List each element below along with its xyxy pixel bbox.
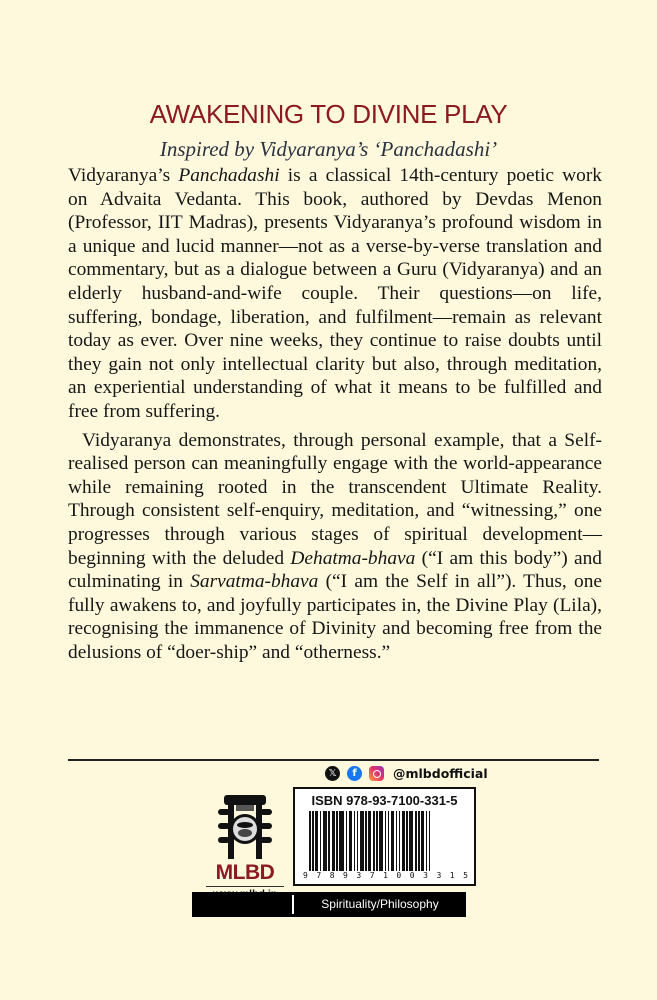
blurb <box>68 164 602 664</box>
digit: 3 <box>356 871 362 880</box>
digit: 5 <box>463 871 468 880</box>
digit: 3 <box>436 871 442 880</box>
digit: 3 <box>423 871 428 880</box>
digit: 1 <box>383 871 388 880</box>
italic-term: Dehatma-bhava <box>290 547 416 569</box>
text-span: Vidyaranya’s <box>68 165 179 186</box>
blurb-paragraph-1 <box>68 164 602 424</box>
cover-subtitle: Inspired by Vidyaranya’s ‘Panchadashi’ <box>159 137 498 161</box>
publisher-name: MLBD <box>215 861 275 884</box>
x-icon: 𝕏 <box>325 766 340 781</box>
isbn-barcode <box>293 787 476 886</box>
digit: 9 <box>303 871 308 880</box>
digit: 9 <box>343 871 348 880</box>
digit: 7 <box>316 871 322 880</box>
emblem-icon <box>216 793 274 863</box>
digit: 0 <box>396 871 402 880</box>
digit: 8 <box>329 871 335 880</box>
text-span: is a classical 14th-century poetic work on Advaita Vedanta. This book, authored by Devdas Menon (Professor, IIT Madras), presents Vidyaranya’s profound wisdom in a unique and lucid manner—not as a verse-by-verse translation and commentary, but as a dialogue between a Guru (Vidyaranya) and an elderly husband-and-wife couple. Their questions—on life, suffering, bondage, liberation, and fulfilment—remain as relevant today as ever. Over nine weeks, they continue to raise doubts until they gain not only intellectual clarity but also, through meditation, an experiential understanding of what it means to be fulfilled and free from suffering. <box>68 165 602 422</box>
barcode-digits <box>303 871 468 880</box>
logo-divider <box>206 886 284 887</box>
facebook-icon: f <box>347 766 362 781</box>
text-span: (“I am the Self in all”). Thus, one fully awakens to, and joyfully participates in, the Divine Play (Lila), recognising the immanence of Divinity and becoming free from the delusions of “doer-ship” and “otherness.” <box>68 571 603 663</box>
social-row <box>325 766 488 781</box>
instagram-icon <box>369 766 384 781</box>
divider-rule <box>68 759 599 761</box>
social-handle: @mlbdofficial <box>393 766 488 781</box>
text-span: (“I am this body”) and culminating in <box>68 547 602 593</box>
isbn-label: ISBN 978-93-7100-331-5 <box>311 793 458 808</box>
italic-book-title: Panchadashi <box>178 165 280 186</box>
digit: 1 <box>449 871 455 880</box>
blurb-paragraph-2 <box>68 429 602 665</box>
category-bar <box>192 892 466 917</box>
publisher-logo <box>204 793 286 900</box>
digit: 0 <box>409 871 415 880</box>
category-label: Spirituality/Philosophy <box>321 897 439 911</box>
digit: 7 <box>369 871 375 880</box>
text-span: Vidyaranya demonstrates, through personal example, that a Self-realised person can meaningfully engage with the world-appearance while remaining rooted in the transcendent Ultimate Reality. Through consistent self-enquiry, meditation, and “witnessing,” one progresses through various stages of spiritual development—beginning with the deluded <box>68 429 602 569</box>
cover-title: AWAKENING TO DIVINE PLAY <box>149 99 508 129</box>
barcode-bars <box>309 811 463 871</box>
italic-term: Sarvatma-bhava <box>190 571 319 593</box>
